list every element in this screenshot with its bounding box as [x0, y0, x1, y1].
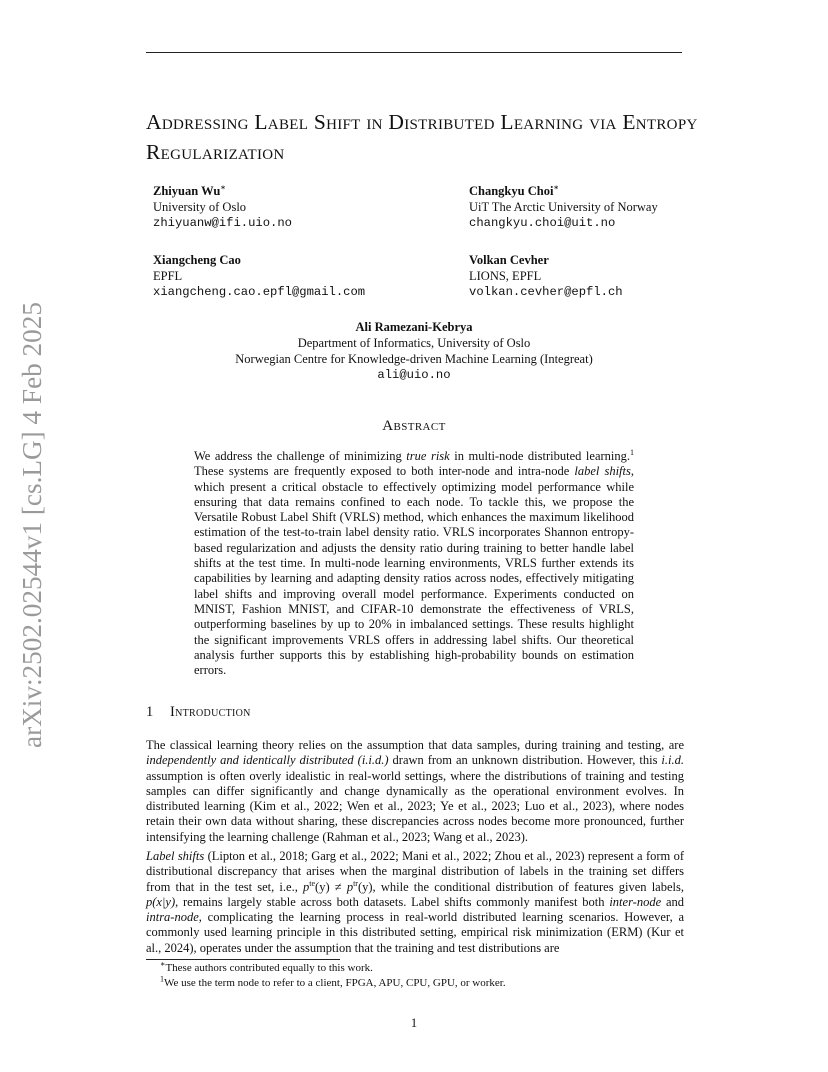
author-email[interactable]: ali@uio.no — [377, 368, 451, 382]
author-email[interactable]: xiangcheng.cao.epfl@gmail.com — [153, 285, 366, 299]
footnote-2: $^1$We use the term node to refer to a client, FPGA, APU, CPU, GPU, or worker. — [160, 974, 506, 989]
arxiv-stamp-text: arXiv:2502.02544v1 [cs.LG] 4 Feb 2025 — [17, 305, 47, 748]
author-block-2 — [469, 183, 658, 231]
abstract-text: We address the challenge of minimizing true risk in multi-node distributed learning.$^1$ These systems are frequently exposed to both inter-node and intra-node label shifts, which present a critical obstacle to effectively optimizing model performance while ensuring that data remains confined to each node. To tackle this, we propose the Versatile Robust Label Shift (VRLS) method, which enhances the maximum likelihood estimation of the test-to-train label density ratio. VRLS incorporates Shannon entropy-based regularization and adjusts the density ratio during training to better handle label shifts at the test time. In multi-node learning environments, VRLS further extends its capabilities by learning and adapting density ratios across nodes, effectively mitigating label shifts and improving overall model performance. Experiments conducted on MNIST, Fashion MNIST, and CIFAR-10 demonstrate the effectiveness of VRLS, outperforming baselines by up to 20% in imbalanced settings. These results highlight the significant improvements VRLS offers in addressing label shifts. Our theoretical analysis further supports this by establishing high-probability bounds on estimation errors. — [194, 447, 634, 678]
author-email[interactable]: changkyu.choi@uit.no — [469, 216, 616, 230]
author-name: Volkan Cevher — [469, 253, 549, 267]
footnote-ref[interactable]: 1 — [630, 447, 634, 457]
top-rule — [146, 52, 682, 53]
author-block-3 — [153, 252, 365, 300]
author-affiliation: University of Oslo — [153, 200, 247, 214]
abstract-heading: Abstract — [382, 418, 446, 434]
author-name: Ali Ramezani-Kebrya — [355, 320, 473, 334]
author-affiliation: Department of Informatics, University of Oslo — [297, 336, 531, 350]
author-name: Changkyu Choi∗ — [469, 182, 559, 198]
author-affiliation-2: Norwegian Centre for Knowledge-driven Machine Learning (Integreat) — [235, 352, 593, 366]
footnote-1: ∗These authors contributed equally to this work. — [160, 959, 373, 974]
author-name: Zhiyuan Wu∗ — [153, 182, 226, 198]
intro-paragraph-1: The classical learning theory relies on the assumption that data samples, during training and testing, are independently and identically distributed (i.i.d.) drawn from an unknown distribution. However, this i.i.d. assumption is often overly idealistic in real-world settings, where the distributions of training and testing samples can differ significantly and change dynamically as the operational environment evolves. In distributed learning (Kim et al., 2022; Wen et al., 2023; Ye et al., 2023; Luo et al., 2023), where nodes retain their own data without sharing, these discrepancies across nodes become more pronounced, further intensifying the learning challenge (Rahman et al., 2023; Wang et al., 2023). — [146, 738, 684, 844]
author-email[interactable]: zhiyuanw@ifi.uio.no — [153, 216, 292, 230]
section-heading: 1 Introduction — [146, 704, 251, 720]
author-affiliation: UiT The Arctic University of Norway — [469, 200, 658, 214]
intro-paragraph-2: Label shifts (Lipton et al., 2018; Garg et al., 2022; Mani et al., 2022; Zhou et al., 2023) represent a form of distributional discrepancy that arises when the marginal distribution of labels in the training set differs from that in the test set, i.e., $p^{te}(y) \ne p^{tr}(y)$, while the conditional distribution of features given labels, p(x|y), remains largely stable across both datasets. Label shifts commonly manifest both inter-node and intra-node, complicating the learning process in real-world distributed learning scenarios. However, a commonly used learning principle in this distributed setting, empirical risk minimization (ERM) (Kur et al., 2024), operates under the assumption that the training and test distributions are — [146, 849, 684, 955]
author-affiliation: LIONS, EPFL — [469, 269, 542, 283]
author-block-1 — [153, 183, 292, 231]
author-affiliation: EPFL — [153, 269, 183, 283]
paper-title: Addressing Label Shift in Distributed Learning via Entropy Regularization — [146, 110, 698, 164]
author-block-4 — [469, 252, 623, 300]
author-block-5 — [146, 319, 682, 383]
author-email[interactable]: volkan.cevher@epfl.ch — [469, 285, 623, 299]
arxiv-stamp — [14, 300, 48, 750]
page-number: 1 — [410, 1016, 418, 1030]
author-name: Xiangcheng Cao — [153, 253, 241, 267]
footnote-rule — [146, 959, 340, 960]
